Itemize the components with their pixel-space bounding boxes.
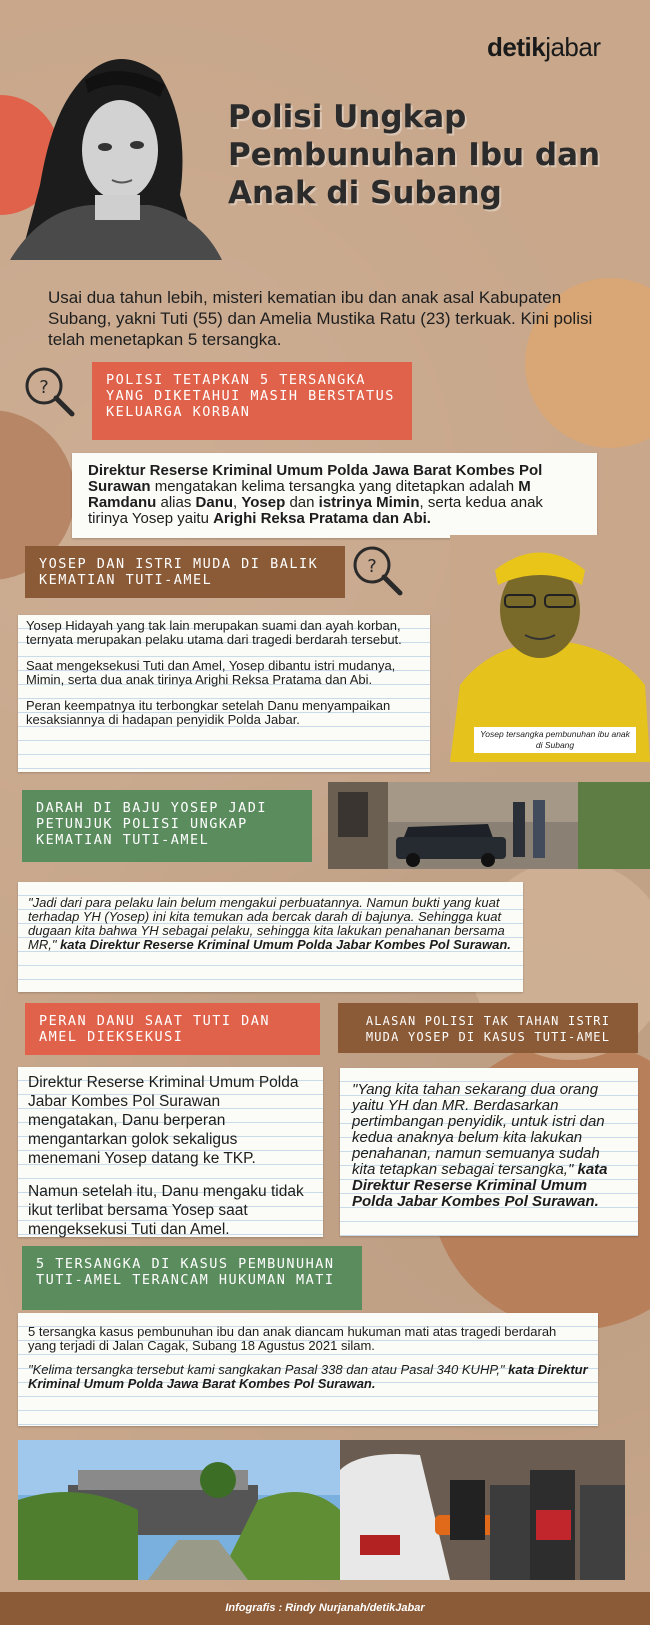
svg-text:?: ? — [39, 377, 49, 398]
s1-bold-ramdanu: M Ramdanu — [88, 478, 531, 511]
section4-banner: PERAN DANU SAAT TUTI DAN AMEL DIEKSEKUSI — [25, 1003, 320, 1055]
title-line-1: Polisi Ungkap — [228, 99, 467, 135]
section5-quote: "Yang kita tahan sekarang dua orang yaitu YH dan MR. Berdasarkan pertimbangan penyidik, untuk istri dan kedua anaknya belum kita lakukan penahanan, namun semuanya sudah kita tetapkan sebagai tersangka," — [352, 1081, 605, 1178]
s1-bold-danu: Danu — [195, 494, 234, 511]
magnifier-question-icon-2 — [350, 543, 406, 599]
section4-para-2: Namun setelah itu, Danu mengaku tidak ikut terlibat bersama Yosep saat mengeksekusi Tuti dan Amel. — [28, 1183, 304, 1238]
s1-bold-director: Direktur Reserse Kriminal Umum Polda Jawa Barat Kombes Pol Surawan — [88, 462, 543, 495]
section6-card — [18, 1313, 598, 1426]
brand-light: jabar — [545, 32, 601, 62]
s1-text-10: , serta kedua anak tirinya Yosep yaitu — [88, 494, 543, 527]
section2-para-1: Yosep Hidayah yang tak lain merupakan suami dan ayah korban, ternyata merupakan pelaku utama dari tragedi berdarah tersebut. — [26, 618, 402, 647]
section3-banner: DARAH DI BAJU YOSEP JADI PETUNJUK POLISI UNGKAP KEMATIAN TUTI-AMEL — [22, 790, 312, 862]
title-line-3: Anak di Subang — [228, 175, 502, 211]
s1-bold-mimin: istrinya Mimin — [318, 494, 420, 511]
brand-logo — [487, 32, 601, 63]
s1-text-6: , — [233, 494, 242, 511]
section6-source: kata Direktur Kriminal Umum Polda Jawa Barat Kombes Pol Surawan. — [28, 1362, 588, 1391]
section5-quote-block — [352, 1082, 626, 1210]
svg-text:?: ? — [367, 556, 377, 577]
section1-banner: POLISI TETAPKAN 5 TERSANGKA YANG DIKETAHUI MASIH BERSTATUS KELUARGA KORBAN — [92, 362, 412, 440]
suspect-photo-caption: Yosep tersangka pembunuhan ibu anak di Subang — [474, 727, 636, 753]
section6-quote-block — [28, 1363, 588, 1391]
evidence-car-trunk-photo — [340, 1440, 625, 1580]
section3-card — [18, 882, 523, 992]
title-line-2: Pembunuhan Ibu dan — [228, 137, 601, 173]
section2-banner: YOSEP DAN ISTRI MUDA DI BALIK KEMATIAN TUTI-AMEL — [25, 546, 345, 598]
page-title — [228, 98, 628, 212]
section4-para-1: Direktur Reserse Kriminal Umum Polda Jabar Kombes Pol Surawan mengatakan, Danu berperan mengantarkan golok sekaligus menemani Yosep datang ke TKP. — [28, 1074, 299, 1167]
section3-quote-block — [28, 896, 513, 952]
section3-quote: "Jadi dari para pelaku lain belum mengakui perbuatannya. Namun bukti yang kuat terhadap YH (Yosep) ini kita temukan ada bercak darah di bajunya. Sehingga kuat dugaan kita bahwa YH sebagai pelaku, sehingga kita lakukan penahanan bersama MR," — [28, 895, 505, 952]
intro-text: Usai dua tahun lebih, misteri kematian ibu dan anak asal Kabupaten Subang, yakni Tuti (55) dan Amelia Mustika Ratu (23) terkuak. Kini polisi telah menetapkan 5 tersangka. — [48, 288, 593, 349]
section6-banner: 5 TERSANGKA DI KASUS PEMBUNUHAN TUTI-AMEL TERANCAM HUKUMAN MATI — [22, 1246, 362, 1310]
section2-para-2: Saat mengeksekusi Tuti dan Amel, Yosep dibantu istri mudanya, Mimin, serta dua anak tirinya Arighi Reksa Pratama dan Abi. — [26, 658, 396, 687]
magnifier-question-icon — [22, 364, 78, 420]
section6-quote: "Kelima tersangka tersebut kami sangkakan Pasal 338 dan atau Pasal 340 KUHP," — [28, 1362, 505, 1377]
footer-credit: Infografis : Rindy Nurjanah/detikJabar — [0, 1592, 650, 1625]
brand-bold: detik — [487, 32, 546, 62]
section4-card — [18, 1067, 323, 1237]
section1-card — [72, 453, 597, 538]
section2-para-3: Peran keempatnya itu terbongkar setelah Danu menyampaikan kesaksiannya di hadapan penyidik Polda Jabar. — [26, 698, 391, 727]
victim-portrait — [0, 35, 225, 260]
s1-bold-yosep: Yosep — [241, 494, 286, 511]
section1-text — [88, 463, 581, 527]
s1-bold-arighi: Arighi Reksa Pratama dan Abi. — [213, 510, 431, 527]
section2-card — [18, 615, 430, 772]
section5-source: kata Direktur Reserse Kriminal Umum Polda Jabar Kombes Pol Surawan. — [352, 1161, 608, 1210]
s1-text-4: alias — [156, 494, 196, 511]
section6-para-1: 5 tersangka kasus pembunuhan ibu dan anak diancam hukuman mati atas tragedi berdarah yang terjadi di Jalan Cagak, Subang 18 Agustus 2021 silam. — [28, 1324, 557, 1353]
crime-scene-house-photo — [18, 1440, 340, 1580]
crime-scene-car-photo — [328, 782, 650, 869]
section5-card — [340, 1068, 638, 1236]
s1-text-8: dan — [285, 494, 319, 511]
s1-text-2: mengatakan kelima tersangka yang ditetapkan adalah — [150, 478, 519, 495]
section3-source: Direktur Reserse Kriminal Umum Polda Jabar Kombes Pol Surawan. — [89, 937, 511, 952]
section5-banner: ALASAN POLISI TAK TAHAN ISTRI MUDA YOSEP DI KASUS TUTI-AMEL — [338, 1003, 638, 1053]
section3-kata: kata — [56, 937, 90, 952]
